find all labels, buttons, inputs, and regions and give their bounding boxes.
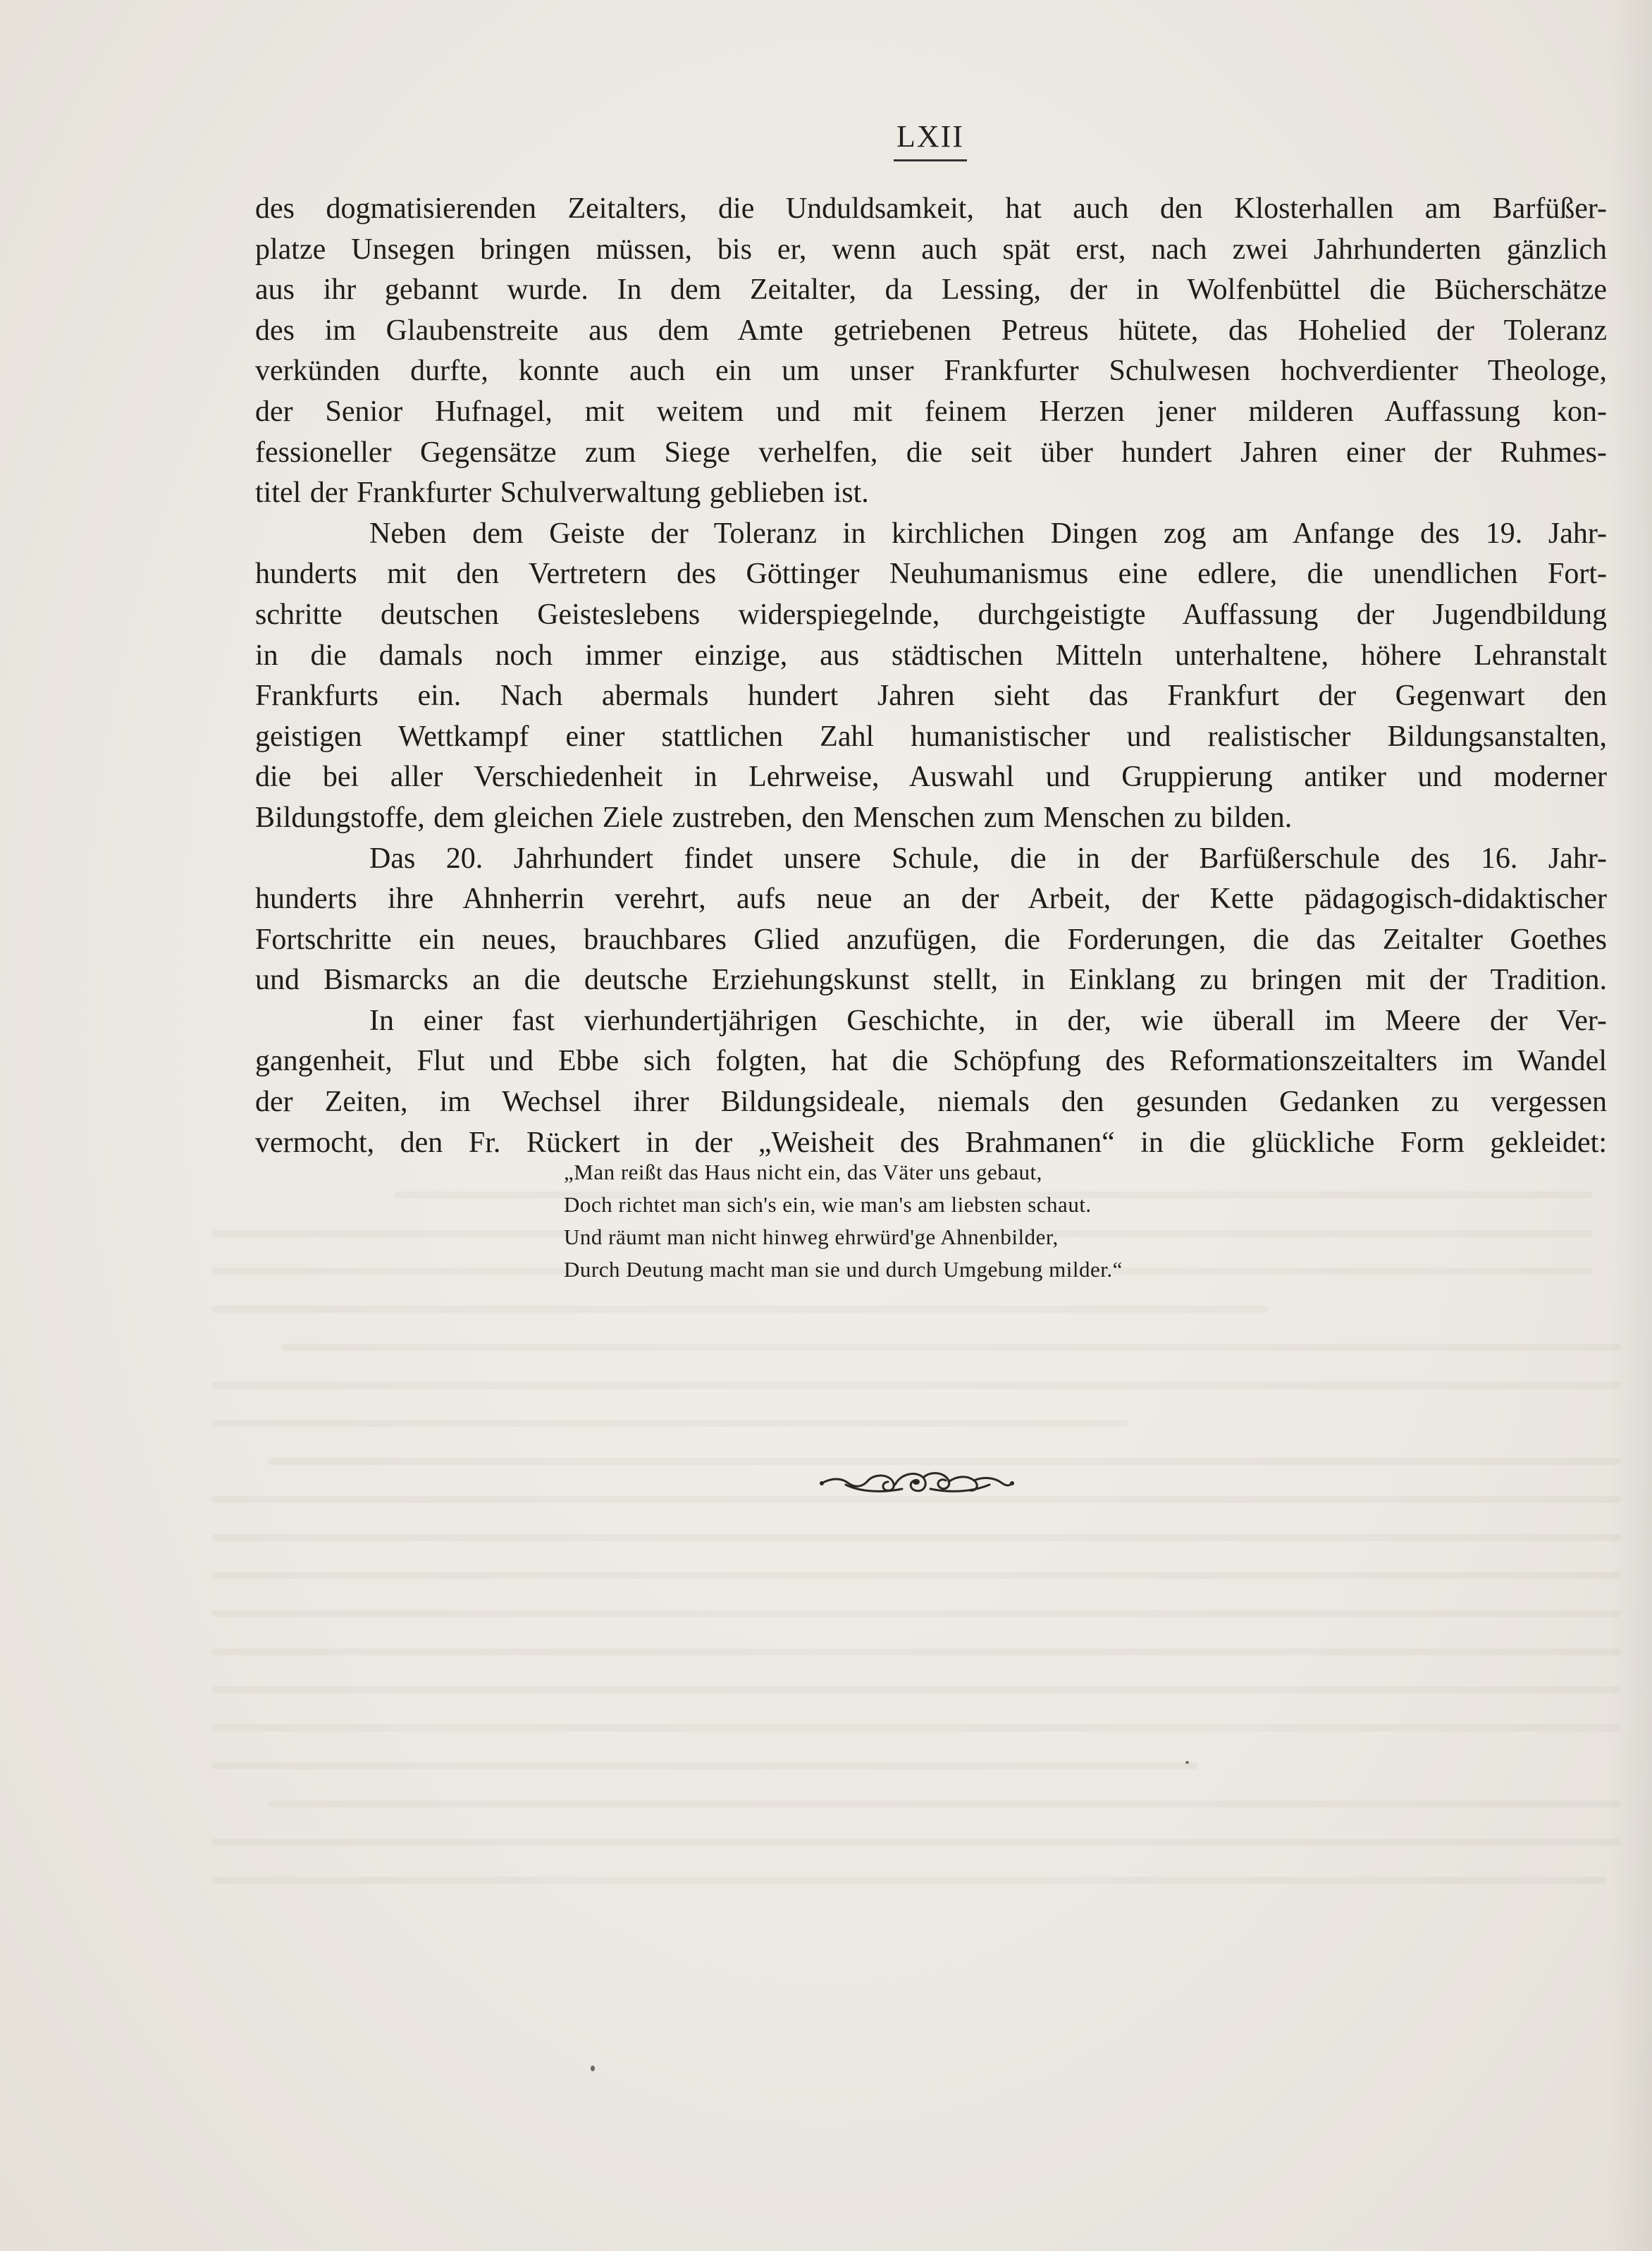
fleuron-ornament-icon xyxy=(818,1464,1015,1499)
text-line: Bildungstoffe, dem gleichen Ziele zustreben, den Menschen zum Menschen zu bilden. xyxy=(255,801,1293,834)
text-line: Neben dem Geiste der Toleranz in kirchlichen Dingen zog am Anfange des 19. Jahr- xyxy=(369,517,1607,550)
text-line: der Senior Hufnagel, mit weitem und mit feinem Herzen jener milderen Auffassung kon- xyxy=(255,395,1607,428)
text-line: hunderts mit den Vertretern des Göttinger Neuhumanismus eine edlere, die unendlichen Fort- xyxy=(255,558,1607,591)
text-line: der Zeiten, im Wechsel ihrer Bildungsideale, niemals den gesunden Gedanken zu vergessen xyxy=(255,1086,1607,1119)
text-line: titel der Frankfurter Schulverwaltung geblieben ist. xyxy=(255,477,869,510)
body-text xyxy=(255,189,1607,1163)
text-line: vermocht, den Fr. Rückert in der „Weisheit des Brahmanen“ in die glückliche Form gekleidet: xyxy=(255,1126,1607,1159)
poem-line: Und räumt man nicht hinweg ehrwürd'ge Ahnenbilder, xyxy=(564,1225,1059,1249)
poem-quotation xyxy=(564,1156,1339,1286)
page-number: LXII xyxy=(896,119,964,154)
text-line: Frankfurts ein. Nach abermals hundert Jahren sieht das Frankfurt der Gegenwart den xyxy=(255,680,1607,713)
text-line: aus ihr gebannt wurde. In dem Zeitalter, da Lessing, der in Wolfenbüttel die Bücherschätze xyxy=(255,274,1607,307)
text-line: des im Glaubenstreite aus dem Amte getriebenen Petreus hütete, das Hohelied der Toleranz xyxy=(255,314,1607,347)
poem-line: Durch Deutung macht man sie und durch Umgebung milder.“ xyxy=(564,1257,1123,1282)
text-line: platze Unsegen bringen müssen, bis er, wenn auch spät erst, nach zwei Jahrhunderten gänzlich xyxy=(255,233,1607,266)
text-line: fessioneller Gegensätze zum Siege verhelfen, die seit über hundert Jahren einer der Ruhmes- xyxy=(255,436,1607,469)
text-line: geistigen Wettkampf einer stattlichen Zahl humanistischer und realistischer Bildungsanstalten, xyxy=(255,720,1607,753)
text-line: und Bismarcks an die deutsche Erziehungskunst stellt, in Einklang zu bringen mit der Tradition. xyxy=(255,964,1607,997)
text-line: die bei aller Verschiedenheit in Lehrweise, Auswahl und Gruppierung antiker und moderner xyxy=(255,761,1607,794)
text-line: in die damals noch immer einzige, aus städtischen Mitteln unterhaltene, höhere Lehranstalt xyxy=(255,639,1607,672)
text-line: gangenheit, Flut und Ebbe sich folgten, hat die Schöpfung des Reformationszeitalters im Wandel xyxy=(255,1045,1607,1078)
text-line: hunderts ihre Ahnherrin verehrt, aufs neue an der Arbeit, der Kette pädagogisch-didaktischer xyxy=(255,883,1607,916)
poem-line: „Man reißt das Haus nicht ein, das Väter uns gebaut, xyxy=(564,1160,1042,1184)
text-line: Fortschritte ein neues, brauchbares Glied anzufügen, die Forderungen, die das Zeitalter Goethes xyxy=(255,923,1607,956)
text-line: verkünden durfte, konnte auch ein um unser Frankfurter Schulwesen hochverdienter Theologe, xyxy=(255,355,1607,388)
poem-line: Doch richtet man sich's ein, wie man's am liebsten schaut. xyxy=(564,1192,1092,1217)
page-edge-shadow xyxy=(1610,0,1652,2251)
text-line: des dogmatisierenden Zeitalters, die Unduldsamkeit, hat auch den Klosterhallen am Barfüßer- xyxy=(255,192,1607,225)
text-line: In einer fast vierhundertjährigen Geschichte, in der, wie überall im Meere der Ver- xyxy=(369,1004,1607,1037)
text-line: schritte deutschen Geisteslebens widerspiegelnde, durchgeistigte Auffassung der Jugendbildung xyxy=(255,598,1607,631)
text-line: Das 20. Jahrhundert findet unsere Schule, die in der Barfüßerschule des 16. Jahr- xyxy=(369,842,1607,875)
page-number-underline xyxy=(894,159,967,161)
